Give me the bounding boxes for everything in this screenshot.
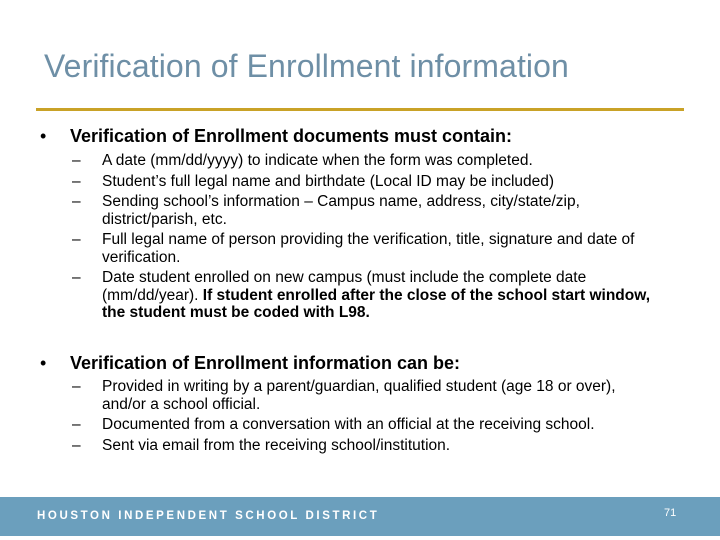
list-item-text: Full legal name of person providing the verification, title, signature and date of verification. xyxy=(102,231,635,266)
list-item-text: Provided in writing by a parent/guardian, qualified student (age 18 or over), and/or a school official. xyxy=(102,378,616,413)
bullet-marker: • xyxy=(40,353,47,373)
dash-marker: – xyxy=(72,152,81,169)
bullet-marker: • xyxy=(40,126,47,146)
dash-marker: – xyxy=(72,269,81,286)
dash-marker: – xyxy=(72,172,81,190)
slide-title: Verification of Enrollment information xyxy=(44,48,569,84)
list-item-text: Sending school’s information – Campus name, address, city/state/zip, district/parish, etc. xyxy=(102,193,580,228)
section-heading-contents xyxy=(40,126,512,147)
dash-marker: – xyxy=(72,231,81,248)
list-item xyxy=(70,231,670,266)
title-divider xyxy=(36,108,684,111)
list-item xyxy=(70,152,690,170)
list-item-text: Student’s full legal name and birthdate (Local ID may be included) xyxy=(102,172,555,190)
list-item-text: Sent via email from the receiving school/institution. xyxy=(102,436,451,454)
footer-bar xyxy=(0,497,720,536)
footer-organization: HOUSTON INDEPENDENT SCHOOL DISTRICT xyxy=(37,510,380,522)
list-item-text: A date (mm/dd/yyyy) to indicate when the form was completed. xyxy=(102,152,533,169)
list-item-bold-text: If student enrolled after the close of the school start window, the student must be coded with L98. xyxy=(102,286,651,321)
sources-list xyxy=(70,378,690,454)
dash-marker: – xyxy=(72,416,81,433)
dash-marker: – xyxy=(72,193,81,210)
list-item-text: Documented from a conversation with an official at the receiving school. xyxy=(102,416,595,433)
dash-marker: – xyxy=(72,436,81,454)
list-item xyxy=(70,416,690,434)
list-item xyxy=(70,269,670,322)
section-heading-sources xyxy=(40,353,460,374)
list-item-text: Date student enrolled on new campus (must include the complete date (mm/dd/year). xyxy=(102,269,587,304)
list-item xyxy=(70,193,670,228)
section-heading-text: Verification of Enrollment information can be: xyxy=(70,353,461,373)
dash-marker: – xyxy=(72,378,81,395)
list-item xyxy=(70,378,660,413)
contents-list xyxy=(70,152,690,322)
list-item xyxy=(70,437,690,455)
list-item xyxy=(70,173,690,191)
page-number: 71 xyxy=(664,507,677,519)
section-heading-text: Verification of Enrollment documents must contain: xyxy=(70,126,513,146)
